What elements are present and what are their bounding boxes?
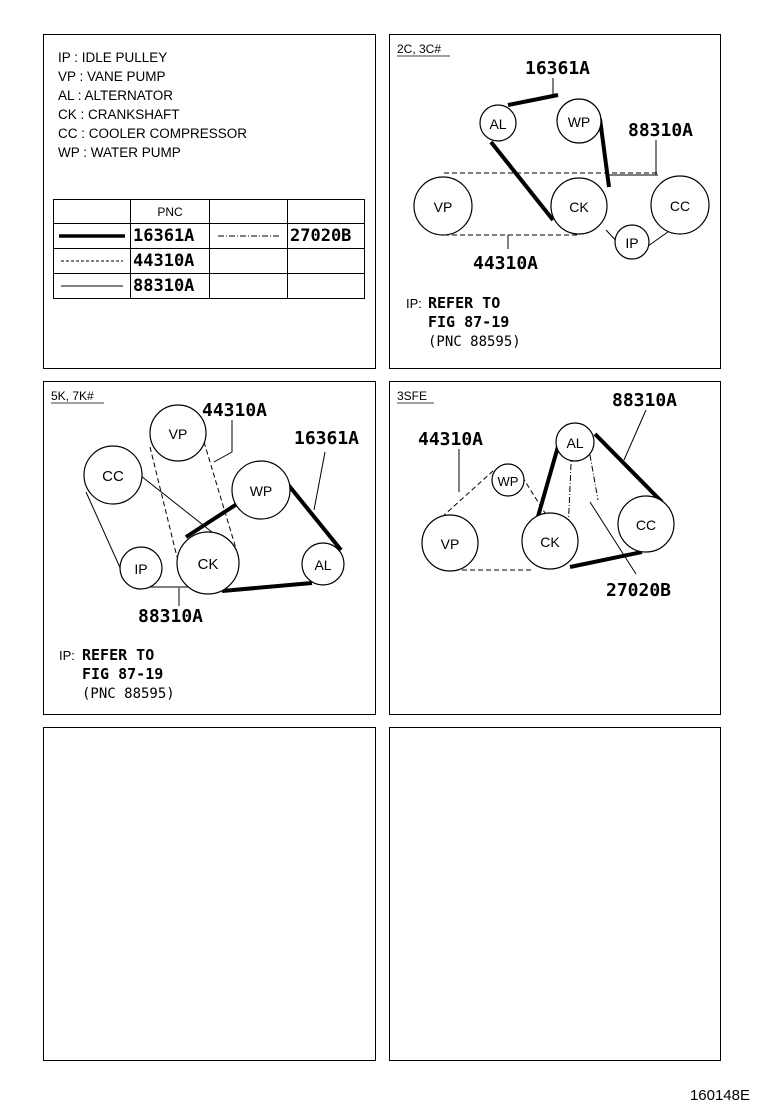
callout-88310a: 88310A bbox=[628, 120, 694, 141]
legend-item-cc: CC : COOLER COMPRESSOR bbox=[58, 126, 248, 141]
pulley-label-al: AL bbox=[314, 557, 332, 573]
empty-panel-left bbox=[43, 727, 376, 1061]
note-line3: (PNC 88595) bbox=[82, 686, 175, 702]
diagram-2c-panel bbox=[389, 34, 721, 369]
callout-44310a: 44310A bbox=[473, 253, 539, 274]
pulley-label-cc: CC bbox=[635, 517, 657, 533]
legend-item-wp: WP : WATER PUMP bbox=[58, 145, 181, 160]
pulley-label-cc: CC bbox=[102, 468, 124, 485]
belt-legend-table bbox=[53, 199, 365, 299]
empty-panel-right bbox=[389, 727, 721, 1061]
legend-item-ck: CK : CRANKSHAFT bbox=[58, 107, 180, 122]
pnc-header: PNC bbox=[131, 200, 210, 224]
pulley-label-vp: VP bbox=[440, 536, 460, 552]
engine-label-2c: 2C, 3C# bbox=[397, 42, 442, 56]
pnc-27020b: 27020B bbox=[288, 224, 365, 249]
diagram-5k-svg bbox=[44, 382, 375, 714]
note-prefix: IP: bbox=[406, 296, 422, 311]
legend-panel bbox=[43, 34, 376, 369]
dashed-line-sample bbox=[54, 249, 131, 274]
thick-solid-line-sample bbox=[54, 224, 131, 249]
pulley-label-al: AL bbox=[489, 116, 507, 132]
note-line1: REFER TO bbox=[428, 294, 501, 312]
callout-88310a: 88310A bbox=[138, 606, 204, 627]
pulley-label-wp: WP bbox=[497, 474, 519, 489]
pulley-label-ip: IP bbox=[134, 561, 148, 577]
pulley-label-vp: VP bbox=[433, 199, 453, 215]
legend-item-vp: VP : VANE PUMP bbox=[58, 69, 166, 84]
pulley-label-ck: CK bbox=[569, 199, 589, 215]
callout-16361a: 16361A bbox=[294, 428, 360, 449]
diagram-3sfe-panel bbox=[389, 381, 721, 715]
diagram-2c-svg bbox=[390, 35, 720, 368]
note-line2: FIG 87-19 bbox=[428, 313, 510, 331]
dash-dot-line-sample bbox=[210, 224, 288, 249]
pulley-label-ip: IP bbox=[625, 235, 639, 251]
callout-16361a: 16361A bbox=[525, 58, 591, 79]
engine-label-5k: 5K, 7K# bbox=[51, 389, 94, 403]
pnc-16361a: 16361A bbox=[131, 224, 210, 249]
callout-44310a: 44310A bbox=[202, 400, 268, 421]
engine-label-3sfe: 3SFE bbox=[397, 389, 428, 403]
pnc-88310a: 88310A bbox=[131, 274, 210, 299]
legend-item-al: AL : ALTERNATOR bbox=[58, 88, 174, 103]
pulley-label-ck: CK bbox=[197, 556, 219, 573]
figure-code: 160148E bbox=[689, 1087, 750, 1104]
diagram-3sfe-svg bbox=[390, 382, 720, 714]
pulley-label-al: AL bbox=[566, 435, 584, 451]
callout-27020b: 27020B bbox=[606, 580, 672, 601]
thin-solid-line-sample bbox=[54, 274, 131, 299]
pulley-label-wp: WP bbox=[567, 114, 591, 130]
pulley-label-wp: WP bbox=[249, 483, 273, 499]
note-prefix: IP: bbox=[59, 648, 75, 663]
note-line2: FIG 87-19 bbox=[82, 665, 164, 683]
diagram-5k-panel bbox=[43, 381, 376, 715]
pnc-44310a: 44310A bbox=[131, 249, 210, 274]
pulley-label-ck: CK bbox=[540, 534, 560, 550]
callout-44310a: 44310A bbox=[418, 429, 484, 450]
note-line3: (PNC 88595) bbox=[428, 334, 521, 350]
note-line1: REFER TO bbox=[82, 646, 155, 664]
pulley-label-vp: VP bbox=[168, 426, 188, 442]
legend-item-ip: IP : IDLE PULLEY bbox=[58, 50, 168, 65]
callout-88310a: 88310A bbox=[612, 390, 678, 411]
pulley-label-cc: CC bbox=[669, 198, 691, 214]
